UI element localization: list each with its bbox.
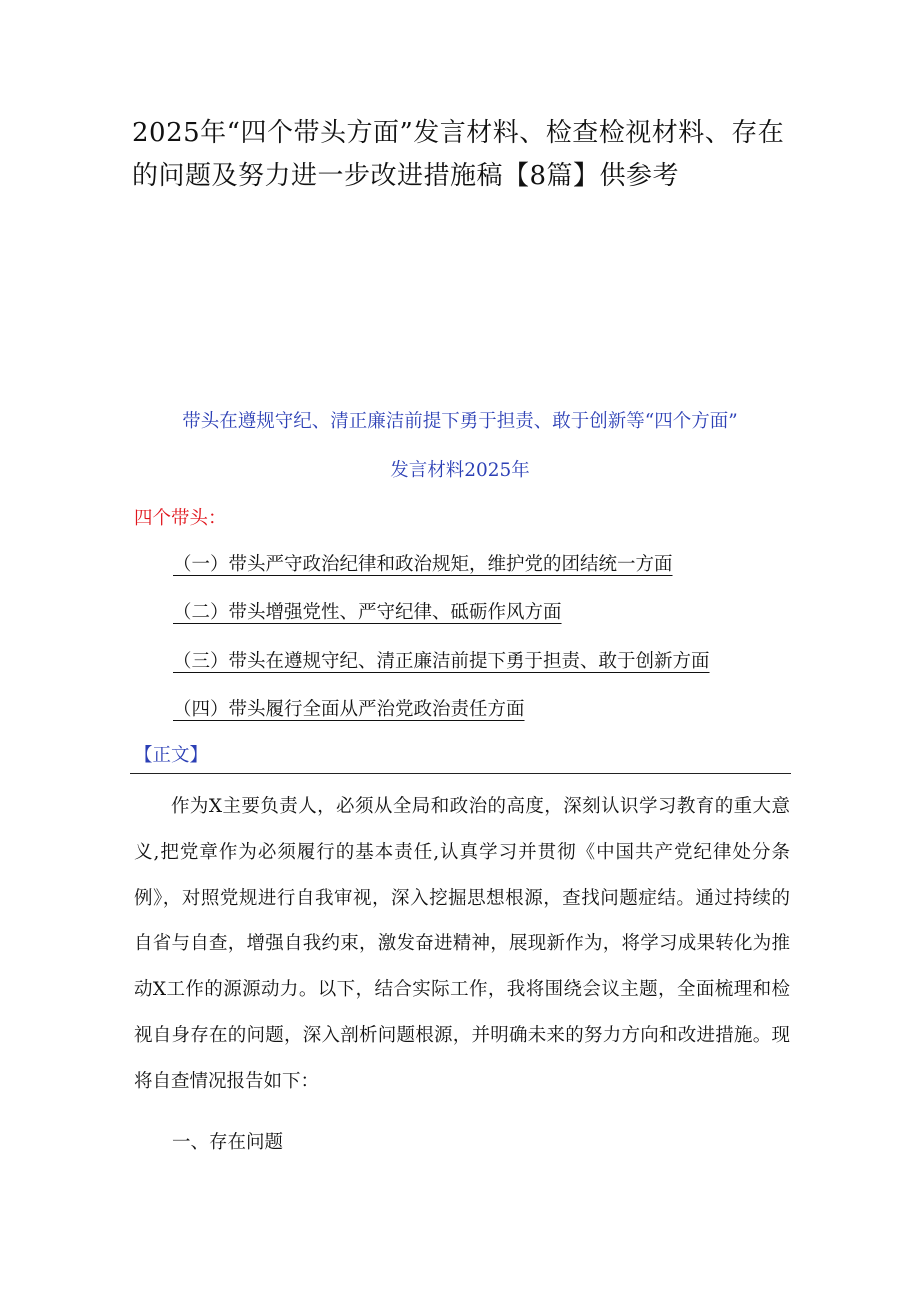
toc-item-3[interactable]: （三）带头在遵规守纪、清正廉洁前提下勇于担责、敢于创新方面 xyxy=(173,651,710,672)
body-tag: 【正文】 xyxy=(134,745,209,766)
divider xyxy=(130,773,791,774)
toc-item-4[interactable]: （四）带头履行全面从严治党政治责任方面 xyxy=(173,699,525,720)
toc-item-1[interactable]: （一）带头严守政治纪律和政治规矩，维护党的团结统一方面 xyxy=(173,554,673,575)
section-heading-line-2: 发言材料2025年 xyxy=(390,460,530,481)
document-title: 2025年“四个带头方面”发言材料、检查检视材料、存在的问题及努力进一步改进措施稿【8篇】供参考 xyxy=(132,118,785,191)
intro-paragraph: 作为X主要负责人，必须从全局和政治的高度，深刻认识学习教育的重大意义,把党章作为必须履行的基本责任,认真学习并贯彻《中国共产党纪律处分条例》，对照党规进行自我审视，深入挖掘思想根源，查找问题症结。通过持续的自省与自查，增强自我约束，激发奋进精神，展现新作为，将学习成果转化为推动X工作的源源动力。以下，结合实际工作，我将围绕会议主题，全面梳理和检视自身存在的问题，深入剖析问题根源，并明确未来的努力方向和改进措施。现将自查情况报告如下： xyxy=(134,796,790,1092)
four-lead-label: 四个带头： xyxy=(134,508,227,529)
toc-item-2[interactable]: （二）带头增强党性、严守纪律、砥砺作风方面 xyxy=(173,602,562,623)
section-heading-line-1: 带头在遵规守纪、清正廉洁前提下勇于担责、敢于创新等“四个方面” xyxy=(182,411,738,432)
subheading-problems: 一、存在问题 xyxy=(172,1132,284,1153)
